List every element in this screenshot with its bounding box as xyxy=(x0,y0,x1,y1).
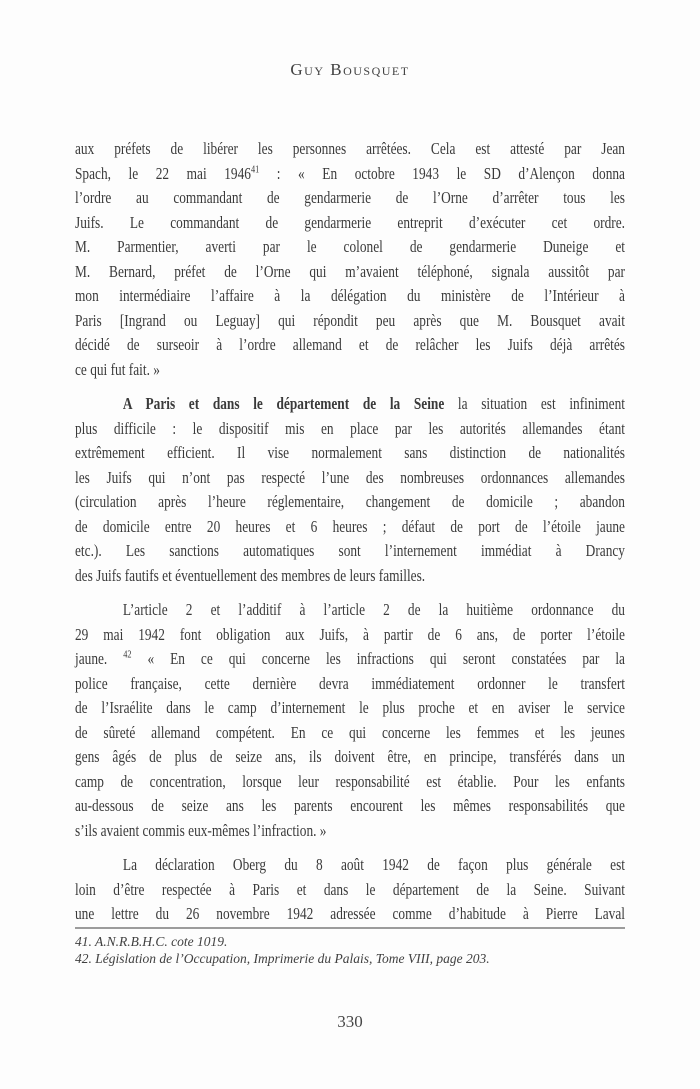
text-line: Paris [Ingrand ou Leguay] qui répondit peu après que M. Bousquet avait xyxy=(75,310,625,330)
text-line: mon intermédiaire l’affaire à la délégation du ministère de l’Intérieur à xyxy=(75,286,625,305)
text-line: gens âgés de plus de seize ans, ils doivent être, en principe, transférés dans un xyxy=(75,747,625,766)
text-line: (circulation après l’heure réglementaire, changement de domicile ; abandon xyxy=(75,492,625,511)
running-head: Guy Bousquet xyxy=(290,60,410,79)
footnote: 41. A.N.R.B.H.C. cote 1019. xyxy=(75,934,228,949)
text-line: extrêmement efficient. Il vise normalement sans distinction de nationalités xyxy=(75,443,625,462)
text-line: jaune. $^{42}$ « En ce qui concerne les infractions qui seront constatées par la xyxy=(75,649,625,668)
text-line: s’ils avaient commis eux-mêmes l’infraction. » xyxy=(75,820,327,840)
text-line: police française, cette dernière devra immédiatement ordonner le transfert xyxy=(75,673,625,693)
text-line: M. Bernard, préfet de l’Orne qui m’avaient téléphoné, signala aussitôt par xyxy=(75,261,625,281)
text-line: ce qui fut fait. » xyxy=(75,359,160,379)
text-line: une lettre du 26 novembre 1942 adressée comme d’habitude à Pierre Laval xyxy=(75,904,625,923)
text-line: Spach, le 22 mai 1946$^{41}$ : « En octobre 1943 le SD d’Alençon donna xyxy=(75,163,625,183)
paragraph xyxy=(75,598,700,843)
text-line: de domicile entre 20 heures et 6 heures ; défaut de port de l’étoile jaune xyxy=(75,516,625,536)
footnote-separator xyxy=(75,927,625,929)
text-line: etc.). Les sanctions automatiques sont l’internement immédiat à Drancy xyxy=(75,541,625,560)
body-text xyxy=(75,137,700,937)
text-line: décidé de surseoir à l’ordre allemand et de relâcher les Juifs déjà arrêtés xyxy=(75,335,625,354)
text-line: La déclaration Oberg du 8 août 1942 de façon plus générale est xyxy=(122,855,625,874)
text-line: de l’Israélite dans le camp d’internement le plus proche et en aviser le service xyxy=(75,698,625,717)
paragraph xyxy=(75,137,700,382)
text-line: de sûreté allemand compétent. En ce qui concerne les femmes et les jeunes xyxy=(75,722,625,742)
text-line: A Paris et dans le département de la Seine la situation est infiniment xyxy=(122,394,625,413)
text-line: l’ordre au commandant de gendarmerie de l’Orne d’arrêter tous les xyxy=(75,188,625,207)
footnote: 42. Législation de l’Occupation, Imprimerie du Palais, Tome VIII, page 203. xyxy=(75,951,490,966)
text-line: M. Parmentier, averti par le colonel de gendarmerie Duneige et xyxy=(75,237,625,256)
text-line: aux préfets de libérer les personnes arrêtées. Cela est attesté par Jean xyxy=(75,139,625,158)
text-line: Juifs. Le commandant de gendarmerie entreprit d’exécuter cet ordre. xyxy=(75,212,625,232)
paragraph xyxy=(75,392,700,588)
text-line: 29 mai 1942 font obligation aux Juifs, à partir de 6 ans, de porter l’étoile xyxy=(75,624,625,644)
text-line: loin d’être respectée à Paris et dans le département de la Seine. Suivant xyxy=(75,879,625,899)
page-number: 330 xyxy=(337,1012,363,1031)
text-line: des Juifs fautifs et éventuellement des membres de leurs familles. xyxy=(75,565,426,585)
footnotes xyxy=(75,933,635,967)
text-line: au-dessous de seize ans les parents encourent les mêmes responsabilités que xyxy=(75,796,625,815)
text-line: L’article 2 et l’additif à l’article 2 de la huitième ordonnance du xyxy=(122,600,625,619)
footnote-reference: 41 xyxy=(250,163,260,175)
paragraph xyxy=(75,853,700,927)
text-line: plus difficile : le dispositif mis en place par les autorités allemandes étant xyxy=(75,418,625,438)
footnote-reference: 42 xyxy=(123,649,132,661)
text-line: camp de concentration, lorsque leur responsabilité est établie. Pour les enfants xyxy=(75,771,625,791)
text-line: les Juifs qui n’ont pas respecté l’une des nombreuses ordonnances allemandes xyxy=(75,467,625,487)
